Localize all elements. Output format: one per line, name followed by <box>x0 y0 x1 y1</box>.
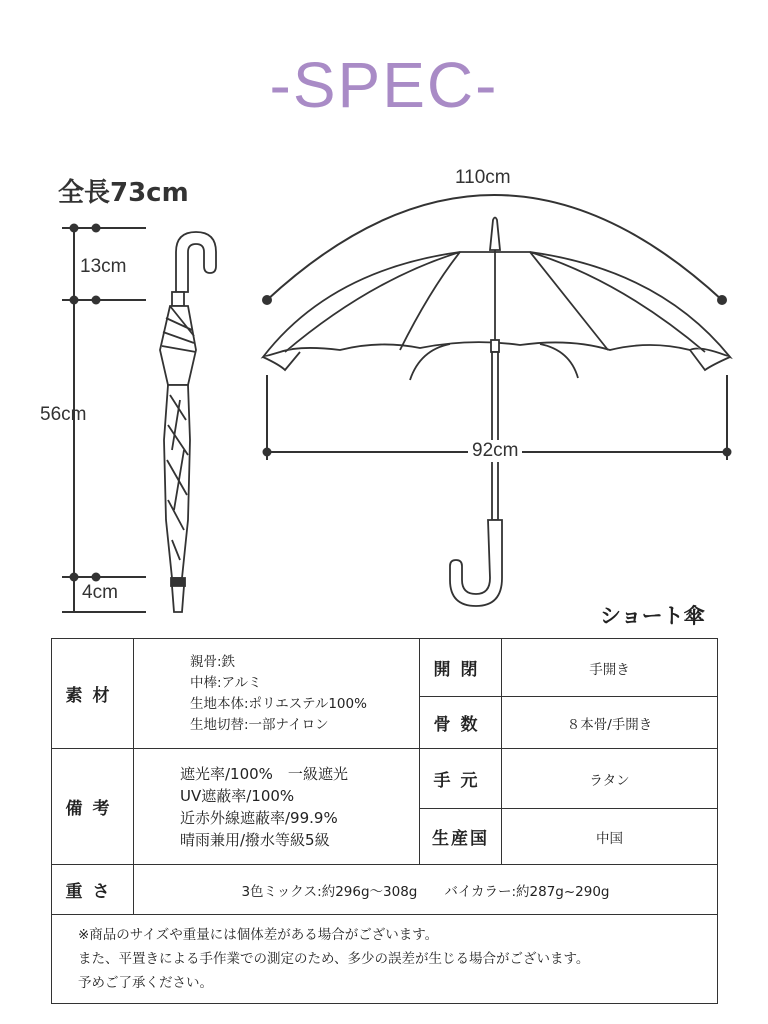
notes-details: 遮光率/100% 一級遮光 UV遮蔽率/100% 近赤外線遮蔽率/99.9% 晴雨兼用/撥水等級5級 <box>134 749 420 865</box>
material-header: 素材 <box>52 639 134 749</box>
handle-header: 手元 <box>420 749 502 809</box>
ribs-header: 骨数 <box>420 697 502 749</box>
arc-length-label: 110cm <box>455 167 511 188</box>
open-umbrella-icon <box>263 218 730 607</box>
total-length-label: 全長73cm <box>58 178 189 208</box>
umbrella-type-label: ショート傘 <box>600 604 705 628</box>
tip-length-label: 4cm <box>82 582 118 603</box>
shaft-length-label: 56cm <box>40 404 87 425</box>
origin-header: 生産国 <box>420 809 502 865</box>
ribs-value: ８本骨/手開き <box>502 697 718 749</box>
opening-header: 開閉 <box>420 639 502 697</box>
handle-value: ラタン <box>502 749 718 809</box>
closed-umbrella-icon <box>160 232 216 612</box>
handle-length-label: 13cm <box>80 256 127 277</box>
span-label: 92cm <box>468 440 522 462</box>
origin-value: 中国 <box>502 809 718 865</box>
material-details: 親骨:鉄 中棒:アルミ 生地本体:ポリエステル100% 生地切替:一部ナイロン <box>134 639 420 749</box>
opening-value: 手開き <box>502 639 718 697</box>
spec-table <box>51 638 718 1004</box>
weight-header: 重さ <box>52 865 134 915</box>
notes-header: 備考 <box>52 749 134 865</box>
weight-value: 3色ミックス:約296g～308g バイカラー:約287g~290g <box>134 865 718 915</box>
page-title: -SPEC- <box>269 49 499 121</box>
disclaimer: ※商品のサイズや重量には個体差がある場合がございます。 また、平置きによる手作業での測定のため、多少の誤差が生じる場合がございます。 予めご了承ください。 <box>52 915 718 1004</box>
